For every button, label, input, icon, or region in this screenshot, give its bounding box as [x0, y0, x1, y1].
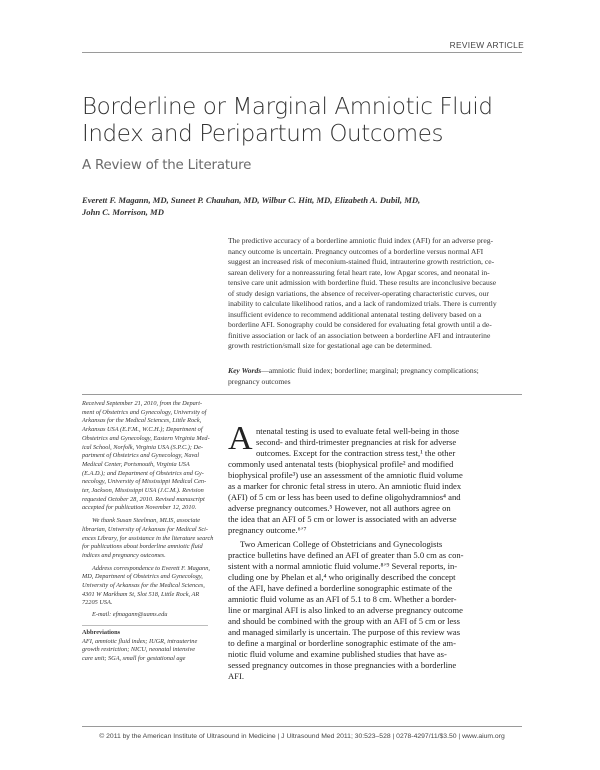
body-line: sessed pregnancy outcomes in those pregnancies with a borderline	[228, 660, 457, 670]
sidebar-line: Arkansas USA (E.F.M., W.C.H.); Department of	[82, 426, 203, 434]
abbreviations-box	[82, 629, 212, 664]
sidebar-line: partment of Obstetrics and Gynecology, Naval	[82, 452, 200, 460]
body-line: AFI.	[228, 671, 244, 681]
abstract-line: tensive care unit admission with borderline fluid. These results are inconclusive because	[228, 278, 497, 287]
title-line: Borderline or Marginal Amniotic Fluid	[82, 94, 493, 120]
article-type-label: REVIEW ARTICLE	[449, 40, 524, 50]
body-line: practice bulletins have defined an AFI of greater than 5.0 cm as con-	[228, 550, 464, 560]
sidebar-line: (E.A.D.); and Department of Obstetrics and Gy-	[82, 469, 204, 477]
abstract-line: finitive association or lack of an association between a borderline AFI and intrauterine	[228, 330, 491, 340]
header-rule	[82, 52, 522, 53]
abstract-line: inability to calculate likelihood ratios, and a lack of randomized trials. There is currently	[228, 299, 497, 308]
abstract-line: nancy outcome is uncertain. Pregnancy outcomes of a borderline versus normal AFI	[228, 246, 484, 256]
sidebar-line: requested October 28, 2010. Revised manuscript	[82, 495, 205, 503]
key-words	[228, 366, 524, 387]
body-line: cluding one by Phelan et al,⁴ who originally described the concept	[228, 572, 456, 582]
sidebar-line: Arkansas for the Medical Sciences, Little Rock,	[82, 417, 202, 425]
drop-cap: A	[228, 420, 253, 457]
sidebar-line: 72205 USA.	[82, 599, 113, 607]
abstract-line: insufficient evidence to recommend additional antenatal testing delivery based on a	[228, 309, 482, 319]
body-line: outcomes. Except for the contraction stress test,¹ the other	[256, 448, 456, 458]
abbreviations-line: growth restriction; NICU, neonatal intensive	[82, 646, 196, 654]
title-line: Index and Peripartum Outcomes	[82, 121, 444, 147]
abstract-line: sarean delivery for a nonreassuring fetal heart rate, low Apgar scores, and neonatal in-	[228, 267, 490, 277]
second-paragraph	[228, 539, 524, 682]
body-line: to define a marginal or borderline sonographic estimate of the am-	[228, 638, 456, 648]
abbreviations-line: care unit; SGA, small for gestational age	[82, 654, 186, 662]
received-note	[82, 400, 212, 513]
sidebar-line: ical School, Norfolk, Virginia USA (S.P.C.); De-	[82, 443, 203, 451]
sidebar-line: Received September 21, 2010, from the Depart-	[82, 400, 203, 407]
article-subtitle: A Review of the Literature	[82, 158, 252, 173]
sidebar-line: for publications about borderline amniotic fluid	[82, 543, 203, 551]
key-words-text: —amniotic fluid index; borderline; marginal; pregnancy complications;	[261, 366, 479, 375]
article-body	[228, 420, 524, 682]
body-line: second- and third-trimester pregnancies at risk for adverse	[256, 437, 457, 447]
body-line: (AFI) of 5 cm or less has been used to define oligohydramnios⁴ and	[228, 492, 461, 502]
sidebar-line: ter, Jackson, Mississippi USA (J.C.M.). Revision	[82, 487, 204, 495]
body-line: as a marker for chronic fetal stress in utero. An amniotic fluid index	[228, 481, 462, 491]
body-line: adverse pregnancy outcomes.⁵ However, not all authors agree on	[228, 503, 451, 513]
body-line: niotic fluid volume and examine published studies that have as-	[228, 649, 447, 659]
sidebar-line: librarian, University of Arkansas for Medical Sci-	[82, 525, 208, 533]
body-line: and managed similarly is uncertain. The purpose of this review was	[228, 627, 461, 637]
key-words-line: pregnancy outcomes	[228, 376, 291, 386]
sidebar-line: MD, Department of Obstetrics and Gynecology,	[82, 573, 203, 581]
section-rule	[82, 394, 522, 395]
sidebar-line: ences Library, for assistance in the literature search	[82, 534, 214, 542]
article-sidebar	[82, 400, 212, 668]
page-footer: © 2011 by the American Institute of Ultrasound in Medicine | J Ultrasound Med 2011; 30:523–528 | 0278-4297/11/$3.50 | www.aium.org	[99, 733, 505, 740]
sidebar-line: indices and pregnancy outcomes.	[82, 551, 166, 559]
body-line: pregnancy outcome.⁶ʼ⁷	[228, 525, 307, 535]
body-line: the idea that an AFI of 5 cm or lower is associated with an adverse	[228, 514, 457, 524]
body-line: and should be combined with the group with an AFI of 5 cm or less	[228, 616, 460, 626]
abstract-line: of study design variations, the absence of receiver-operating characteristic curves, our	[228, 288, 489, 298]
body-line: biophysical profile³) use an assessment of the amniotic fluid volume	[228, 470, 463, 480]
body-line: commonly used antenatal tests (biophysical profile² and modified	[228, 459, 454, 469]
sidebar-line: 4301 W Markham St, Slot 518, Little Rock, AR	[82, 590, 200, 598]
key-words-label: Key Words	[228, 366, 262, 375]
abbreviations-title: Abbreviations	[82, 628, 121, 636]
sidebar-line: Address correspondence to Everett F. Magann,	[92, 564, 210, 572]
abstract	[228, 236, 524, 352]
abstract-line: growth restriction/small size for gestational age can be determined.	[228, 341, 432, 350]
key-words-line	[228, 366, 524, 377]
body-line: of the AFI, have defined a borderline sonographic estimate of the	[228, 583, 453, 593]
footer-rule	[82, 726, 522, 727]
author-line: John C. Morrison, MD	[82, 207, 164, 217]
sidebar-line: We thank Susan Steelman, MLIS, associate	[92, 517, 201, 525]
author-line: Everett F. Magann, MD, Suneet P. Chauhan, MD, Wilbur C. Hitt, MD, Elizabeth A. Dubil, MD,	[82, 195, 421, 205]
abbreviations-line: AFI, amniotic fluid index; IUGR, intrauterine	[82, 637, 198, 645]
author-list	[82, 194, 522, 218]
sidebar-line: necology, University of Mississippi Medical Cen-	[82, 478, 207, 486]
correspondence-email: E-mail: efmagann@uams.edu	[92, 611, 168, 619]
intro-paragraph	[228, 459, 524, 536]
abstract-line: borderline AFI. Sonography could be considered for evaluating fetal growth until a de-	[228, 320, 492, 329]
abbreviations-rule	[82, 625, 208, 626]
abstract-line: The predictive accuracy of a borderline amniotic fluid index (AFI) for an adverse preg-	[228, 236, 494, 245]
body-line: Two American College of Obstetricians and Gynecologists	[240, 539, 443, 549]
correspondence-note	[82, 565, 212, 620]
article-title	[82, 94, 522, 148]
intro-paragraph-opening	[228, 420, 524, 459]
sidebar-line: University of Arkansas for the Medical Sciences,	[82, 582, 205, 590]
sidebar-line: ment of Obstetrics and Gynecology, University of	[82, 408, 207, 416]
body-line: line or marginal AFI is also linked to an adverse pregnancy outcome	[228, 605, 463, 615]
sidebar-line: Medical Center, Portsmouth, Virginia USA	[82, 460, 190, 468]
body-line: amniotic fluid volume as an AFI of 5.1 to 8 cm. Whether a border-	[228, 594, 457, 604]
abstract-line: suggest an increased risk of meconium-stained fluid, intrauterine growth restriction, ce-	[228, 257, 495, 266]
body-line: ntenatal testing is used to evaluate fetal well-being in those	[256, 426, 460, 436]
sidebar-line: Obstetrics and Gynecology, Eastern Virginia Med-	[82, 434, 210, 442]
body-line: sistent with a normal amniotic fluid volume.⁸ʼ⁹ Several reports, in-	[228, 561, 458, 571]
sidebar-line: accepted for publication November 12, 2010.	[82, 504, 197, 512]
acknowledgment-note	[82, 517, 212, 561]
